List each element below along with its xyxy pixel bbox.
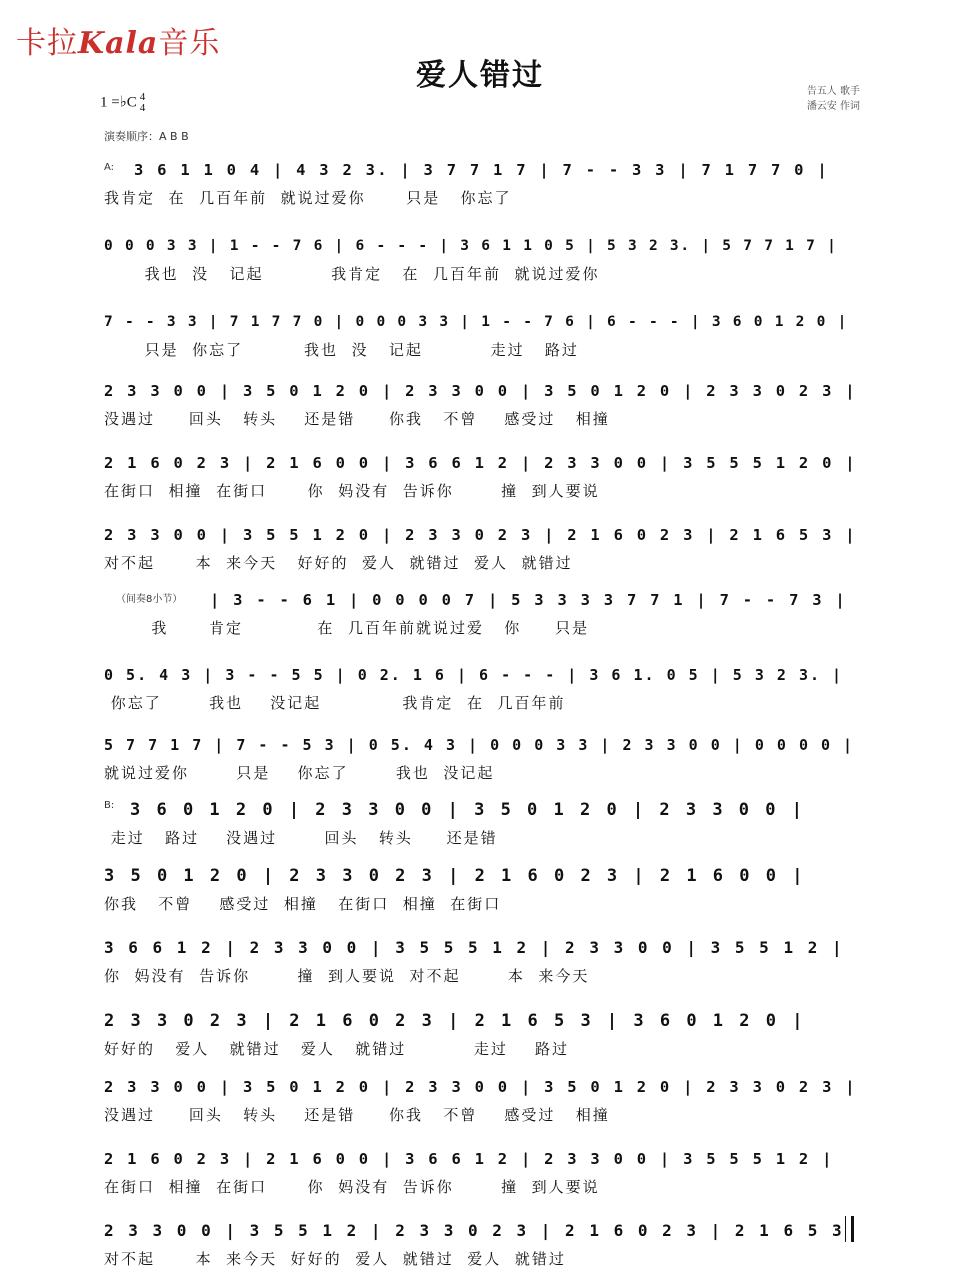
score-line: [0, 310, 960, 370]
performance-order: 演奏顺序：A B B: [104, 130, 189, 143]
lyric-line: 没遇过 回头 转头 还是错 你我 不曾 感受过 相撞: [104, 1106, 610, 1124]
key-signature: 1 =♭C 4 4: [100, 91, 146, 114]
lyricist-credit: 潘云安 作词: [806, 101, 860, 112]
note-line: 2 3 3 0 0 | 3 5 0 1 2 0 | 2 3 3 0 0 | 3 5 0 1 2 0 | 2 3 3 0 2 3 |: [104, 382, 857, 400]
section-a-label: A:: [104, 162, 115, 173]
score-line: [0, 588, 960, 648]
kala-music-watermark: 卡拉Kala音乐: [16, 26, 221, 61]
note-line: 0 0 0 3 3 | 1 - - 7 6 | 6 - - - | 3 6 1 1 0 5 | 5 3 2 3. | 5 7 7 1 7 |: [104, 238, 838, 254]
interlude-label: （间奏8小节）: [116, 594, 183, 605]
section-b-label: B:: [104, 800, 115, 811]
lyric-line: 就说过爱你 只是 你忘了 我也 没记起: [104, 764, 495, 782]
time-signature: 4 4: [139, 91, 146, 114]
lyric-line: 我也 没 记起 我肯定 在 几百年前 就说过爱你: [104, 265, 600, 283]
note-line: 3 6 1 1 0 4 | 4 3 2 3. | 3 7 7 1 7 | 7 - - 3 3 | 7 1 7 7 0 |: [134, 161, 829, 179]
score-line: [0, 523, 960, 583]
note-line: 2 3 3 0 0 | 3 5 5 1 2 0 | 2 3 3 0 2 3 | 2 1 6 0 2 3 | 2 1 6 5 3 |: [104, 526, 857, 544]
score-line: [0, 234, 960, 294]
score-line: [0, 1219, 960, 1279]
score-line: [0, 1009, 960, 1069]
lyric-line: 在街口 相撞 在街口 你 妈没有 告诉你 撞 到人要说: [104, 1178, 600, 1196]
lyric-line: 你忘了 我也 没记起 我肯定 在 几百年前: [104, 694, 566, 712]
lyric-line: 你我 不曾 感受过 相撞 在街口 相撞 在街口: [104, 895, 502, 913]
score-line: [0, 379, 960, 439]
note-line: 3 5 0 1 2 0 | 2 3 3 0 2 3 | 2 1 6 0 2 3 | 2 1 6 0 0 |: [104, 866, 806, 886]
lyric-line: 对不起 本 来今天 好好的 爱人 就错过 爱人 就错过: [104, 1250, 566, 1268]
note-line: 7 - - 3 3 | 7 1 7 7 0 | 0 0 0 3 3 | 1 - - 7 6 | 6 - - - | 3 6 0 1 2 0 |: [104, 314, 849, 330]
lyric-line: 只是 你忘了 我也 没 记起 走过 路过: [104, 341, 579, 359]
lyric-line: 没遇过 回头 转头 还是错 你我 不曾 感受过 相撞: [104, 410, 610, 428]
note-line: 2 3 3 0 2 3 | 2 1 6 0 2 3 | 2 1 6 5 3 | 3 6 0 1 2 0 |: [104, 1011, 806, 1031]
final-barline: [845, 1216, 854, 1242]
lyric-line: 我肯定 在 几百年前 就说过爱你 只是 你忘了: [104, 189, 512, 207]
lyric-line: 我 肯定 在 几百年前就说过爱 你 只是: [104, 619, 590, 637]
note-line: | 3 - - 6 1 | 0 0 0 0 7 | 5 3 3 3 3 7 7 1 | 7 - - 7 3 |: [210, 591, 847, 609]
lyric-line: 你 妈没有 告诉你 撞 到人要说 对不起 本 来今天: [104, 967, 590, 985]
score-line: [0, 1075, 960, 1135]
score-line: [0, 798, 960, 858]
note-line: 3 6 0 1 2 0 | 2 3 3 0 0 | 3 5 0 1 2 0 | 2 3 3 0 0 |: [130, 800, 805, 820]
note-line: 2 1 6 0 2 3 | 2 1 6 0 0 | 3 6 6 1 2 | 2 3 3 0 0 | 3 5 5 5 1 2 0 |: [104, 454, 857, 472]
note-line: 5 7 7 1 7 | 7 - - 5 3 | 0 5. 4 3 | 0 0 0 3 3 | 2 3 3 0 0 | 0 0 0 0 |: [104, 736, 855, 754]
note-line: 2 3 3 0 0 | 3 5 0 1 2 0 | 2 3 3 0 0 | 3 5 0 1 2 0 | 2 3 3 0 2 3 |: [104, 1078, 857, 1096]
score-line: [0, 451, 960, 511]
note-line: 0 5. 4 3 | 3 - - 5 5 | 0 2. 1 6 | 6 - - - | 3 6 1. 0 5 | 5 3 2 3. |: [104, 666, 844, 684]
note-line: 2 3 3 0 0 | 3 5 5 1 2 | 2 3 3 0 2 3 | 2 1 6 0 2 3 | 2 1 6 5 3: [104, 1221, 845, 1240]
lyric-line: 走过 路过 没遇过 回头 转头 还是错: [104, 829, 498, 847]
score-line: [0, 864, 960, 924]
lyric-line: 对不起 本 来今天 好好的 爱人 就错过 爱人 就错过: [104, 554, 573, 572]
credits: [807, 84, 860, 114]
song-title: 爱人错过: [416, 58, 544, 93]
singer-credit: 告五人 歌手: [806, 86, 860, 97]
score-line: [0, 158, 960, 218]
note-line: 3 6 6 1 2 | 2 3 3 0 0 | 3 5 5 5 1 2 | 2 3 3 0 0 | 3 5 5 1 2 |: [104, 938, 845, 957]
lyric-line: 好好的 爱人 就错过 爱人 就错过 走过 路过: [104, 1040, 569, 1058]
lyric-line: 在街口 相撞 在街口 你 妈没有 告诉你 撞 到人要说: [104, 482, 600, 500]
score-line: [0, 936, 960, 996]
note-line: 2 1 6 0 2 3 | 2 1 6 0 0 | 3 6 6 1 2 | 2 3 3 0 0 | 3 5 5 5 1 2 |: [104, 1150, 834, 1168]
score-line: [0, 663, 960, 723]
score-line: [0, 733, 960, 793]
score-line: [0, 1147, 960, 1207]
